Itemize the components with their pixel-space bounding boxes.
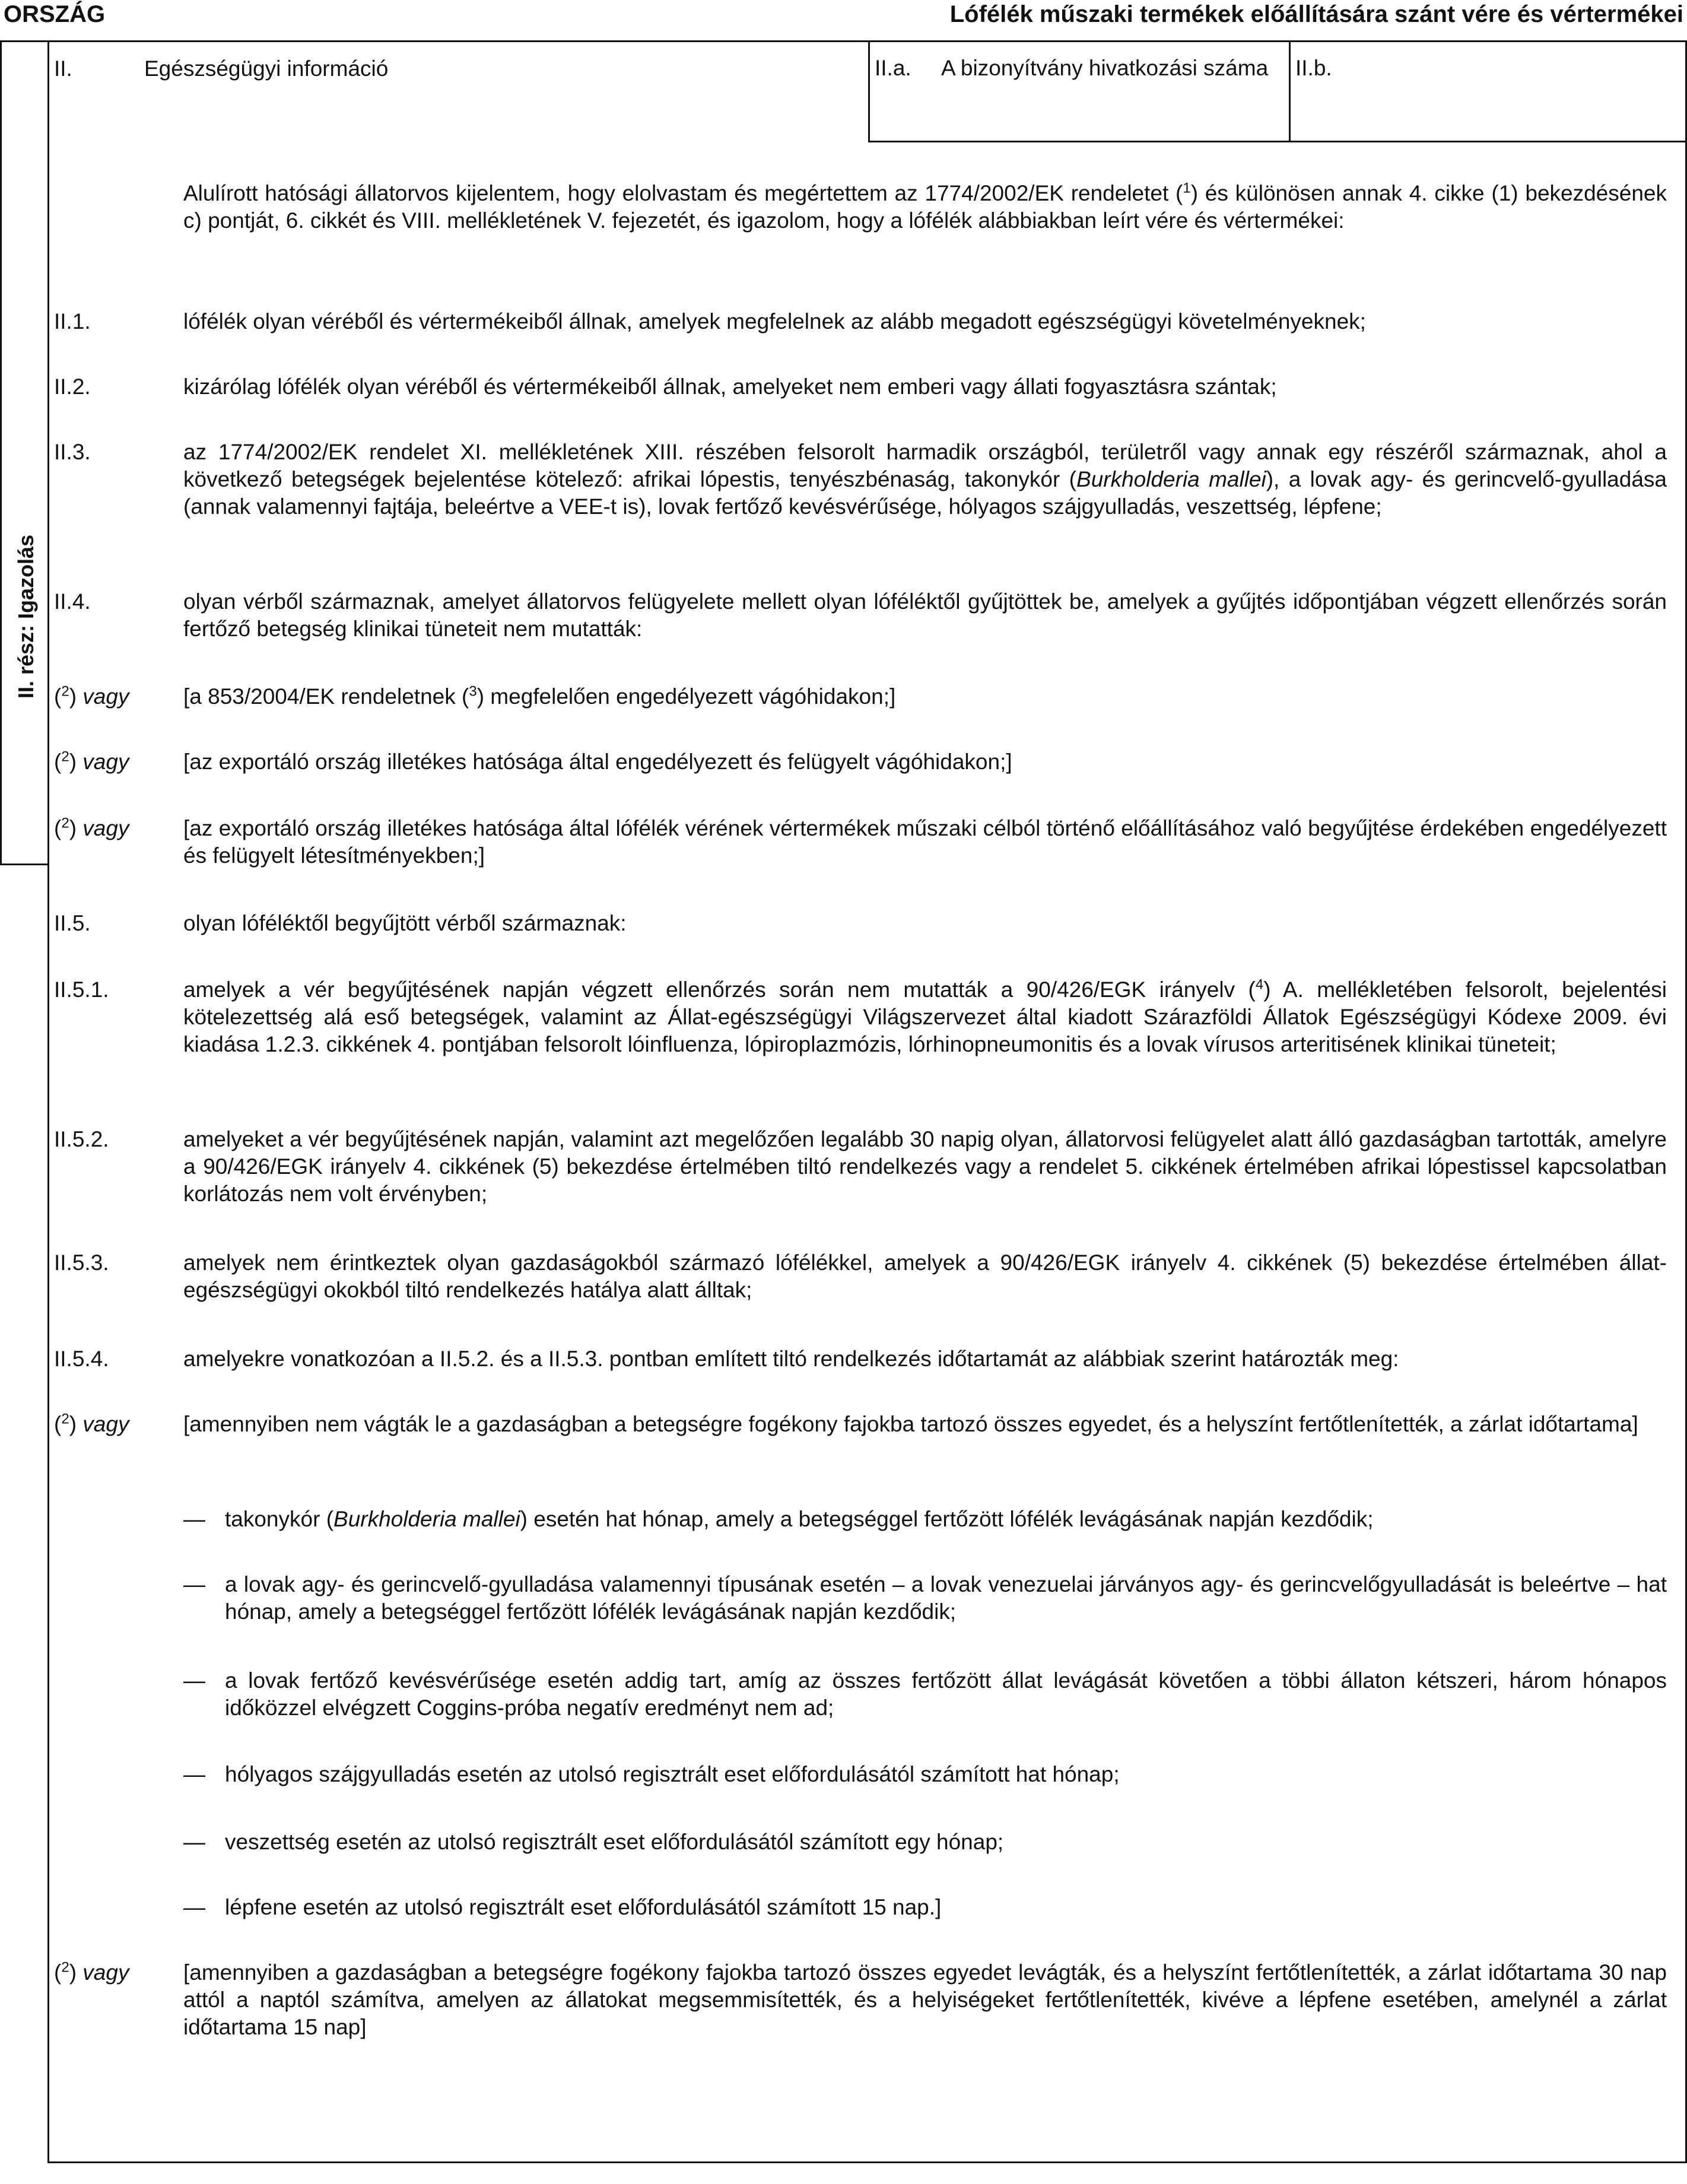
item-ii3-number: II.3.: [54, 440, 91, 464]
option-4-text: [amennyiben nem vágták le a gazdaságban a betegségre fogékony fajokba tartozó összes egyedet, és a helyszínt fertőtlenítették, a zárlat időtartama]: [183, 1412, 1638, 1436]
dash-item-1-text: takonykór (Burkholderia mallei) esetén hat hónap, amely a betegséggel fertőzött lófélék levágásának napján kezdődik;: [225, 1507, 1374, 1531]
dash-item-5-text: veszettség esetén az utolsó regisztrált eset előfordulásától számított egy hónap;: [225, 1830, 1004, 1854]
cell-b: [1291, 40, 1687, 142]
header-country: ORSZÁG: [4, 1, 106, 27]
option-3-text: [az exportáló ország illetékes hatósága által lófélék vérének vértermékek műszaki célból történő előállításához való begyűjtése érdekében engedélyezett és felügyelt létesítményekben;]: [183, 816, 1667, 868]
item-ii52-number: II.5.2.: [54, 1127, 109, 1151]
dash-item-4-text: hólyagos szájgyulladás esetén az utolsó regisztrált eset előfordulásától számított hat hónap;: [225, 1762, 1120, 1786]
section-title: Egészségügyi információ: [144, 56, 389, 81]
dash-bullet: —: [183, 1830, 205, 1854]
top-row: [49, 42, 1685, 144]
item-ii4-text: olyan vérből származnak, amelyet állatorvos felügyelete mellett olyan lóféléktől gyűjtöttek be, amelyek a gyűjtés időpontjában végzett ellenőrzés során fertőző betegség klinikai tüneteit nem mutatták:: [183, 589, 1667, 641]
item-ii2-text: kizárólag lófélék olyan véréből és vértermékeiből állnak, amelyeket nem emberi vagy állati fogyasztásra szántak;: [183, 374, 1277, 399]
option-2-text: [az exportáló ország illetékes hatósága által engedélyezett és felügyelt vágóhidakon;]: [183, 750, 1012, 774]
item-ii5-number: II.5.: [54, 911, 91, 935]
dash-bullet: —: [183, 1668, 205, 1693]
certificate-reference-cell: [868, 40, 1291, 142]
dash-item-3-text: a lovak fertőző kevésvérűsége esetén addig tart, amíg az összes fertőzött állat levágását követően a többi állaton kétszeri, három hónapos időközzel elvégzett Coggins-próba negatív eredményt nem ad;: [225, 1668, 1667, 1720]
item-ii52-text: amelyeket a vér begyűjtésének napján, valamint azt megelőzően legalább 30 napig olyan, állatorvosi felügyelet alatt álló gazdaságban tartották, amelyre a 90/426/EGK irányelv 4. cikkének (5) bekezdése értelmében tiltó rendelkezés vagy a rendelet 5. cikkének értelmében afrikai lópestissel kapcsolatban korlátozás nem volt érvényben;: [183, 1127, 1667, 1206]
section-number: II.: [54, 56, 72, 81]
dash-bullet: —: [183, 1762, 205, 1786]
item-ii54-text: amelyekre vonatkozóan a II.5.2. és a II.5.3. pontban említett tiltó rendelkezés időtartamát az alábbiak szerint határozták meg:: [183, 1347, 1399, 1371]
intro-paragraph: Alulírott hatósági állatorvos kijelentem, hogy elolvastam és megértettem az 1774/2002/EK rendeletet ($^1$) és különösen annak 4. cikke (1) bekezdésének c) pontját, 6. cikkét és VIII. mellékletének V. fejezetét, és igazolom, hogy a lófélék alábbiakban leírt vére és vértermékei:: [183, 180, 1667, 233]
dash-bullet: —: [183, 1572, 205, 1596]
certificate-body: [47, 40, 1687, 2163]
cell-a-number: II.a.: [875, 56, 911, 80]
side-label-box: [0, 40, 47, 865]
option-1-text: [a 853/2004/EK rendeletnek ($^3$) megfelelően engedélyezett vágóhidakon;]: [183, 683, 896, 709]
option-5-text: [amennyiben a gazdaságban a betegségre fogékony fajokba tartozó összes egyedet levágták, és a helyszínt fertőtlenítették, a zárlat időtartama 30 nap attól a naptól számítva, amelyen az állatokat megsemmisítették, és a helyiségeket fertőtlenítették, kivéve a lépfene esetében, amelynél a zárlat időtartama 15 nap]: [183, 1960, 1667, 2039]
header-title: Lófélék műszaki termékek előállítására szánt vére és vértermékei: [949, 1, 1683, 27]
item-ii53-text: amelyek nem érintkeztek olyan gazdaságokból származó lófélékkel, amelyek a 90/426/EGK irányelv 4. cikkének (5) bekezdése értelmében állat-egészségügyi okokból tiltó rendelkezés hatálya alatt álltak;: [183, 1250, 1667, 1302]
dash-bullet: —: [183, 1507, 205, 1531]
item-ii3-text: az 1774/2002/EK rendelet XI. mellékletének XIII. részében felsorolt harmadik országból, területről vagy annak egy részéről származnak, ahol a következő betegségek bejelentése kötelező: afrikai lópestis, tenyészbénaság, takonykór (Burkholderia mallei), a lovak agy- és gerincvelő-gyulladása (annak valamennyi fajtája, beleértve a VEE-t is), lovak fertőző kevésvérűsége, hólyagos szájgyulladás, veszettség, lépfene;: [183, 440, 1667, 519]
option-marker: ($^2$) vagy: [54, 1411, 129, 1436]
option-marker: ($^2$) vagy: [54, 815, 129, 840]
item-ii1-text: lófélék olyan véréből és vértermékeiből állnak, amelyek megfelelnek az alább megadott egészségügyi követelményeknek;: [183, 309, 1366, 334]
item-ii51-number: II.5.1.: [54, 977, 109, 1002]
cell-b-number: II.b.: [1295, 56, 1332, 80]
item-ii4-number: II.4.: [54, 589, 91, 614]
dash-item-2-text: a lovak agy- és gerincvelő-gyulladása valamennyi típusának esetén – a lovak venezuelai járványos agy- és gerincvelőgyulladását is beleértve – hat hónap, amely a betegséggel fertőzött lófélék levágásának napján kezdődik;: [225, 1572, 1667, 1624]
side-label: II. rész: Igazolás: [14, 534, 38, 699]
item-ii54-number: II.5.4.: [54, 1347, 109, 1371]
item-ii5-text: olyan lóféléktől begyűjtött vérből származnak:: [183, 911, 627, 935]
option-marker: ($^2$) vagy: [54, 1959, 129, 1985]
item-ii51-text: amelyek a vér begyűjtésének napján végzett ellenőrzés során nem mutatták a 90/426/EGK irányelv ($^4$) A. mellékletében felsorolt, bejelentési kötelezettség alá eső betegségek, valamint az Állat-egészségügyi Világszervezet által kiadott Szárazföldi Állatok Egészségügyi Kódexe 2009. évi kiadása 1.2.3. cikkének 4. pontjában felsorolt lóinfluenza, lópiroplazmózis, lórhinopneumonitis és a lovak vírusos arteritisének klinikai tüneteit;: [183, 976, 1667, 1056]
option-marker: ($^2$) vagy: [54, 748, 129, 774]
option-marker: ($^2$) vagy: [54, 683, 129, 709]
cell-a-text: A bizonyítvány hivatkozási száma: [941, 56, 1269, 80]
item-ii53-number: II.5.3.: [54, 1250, 109, 1275]
dash-item-6-text: lépfene esetén az utolsó regisztrált eset előfordulásától számított 15 nap.]: [225, 1895, 942, 1919]
item-ii2-number: II.2.: [54, 374, 91, 399]
dash-bullet: —: [183, 1895, 205, 1919]
item-ii1-number: II.1.: [54, 309, 91, 334]
